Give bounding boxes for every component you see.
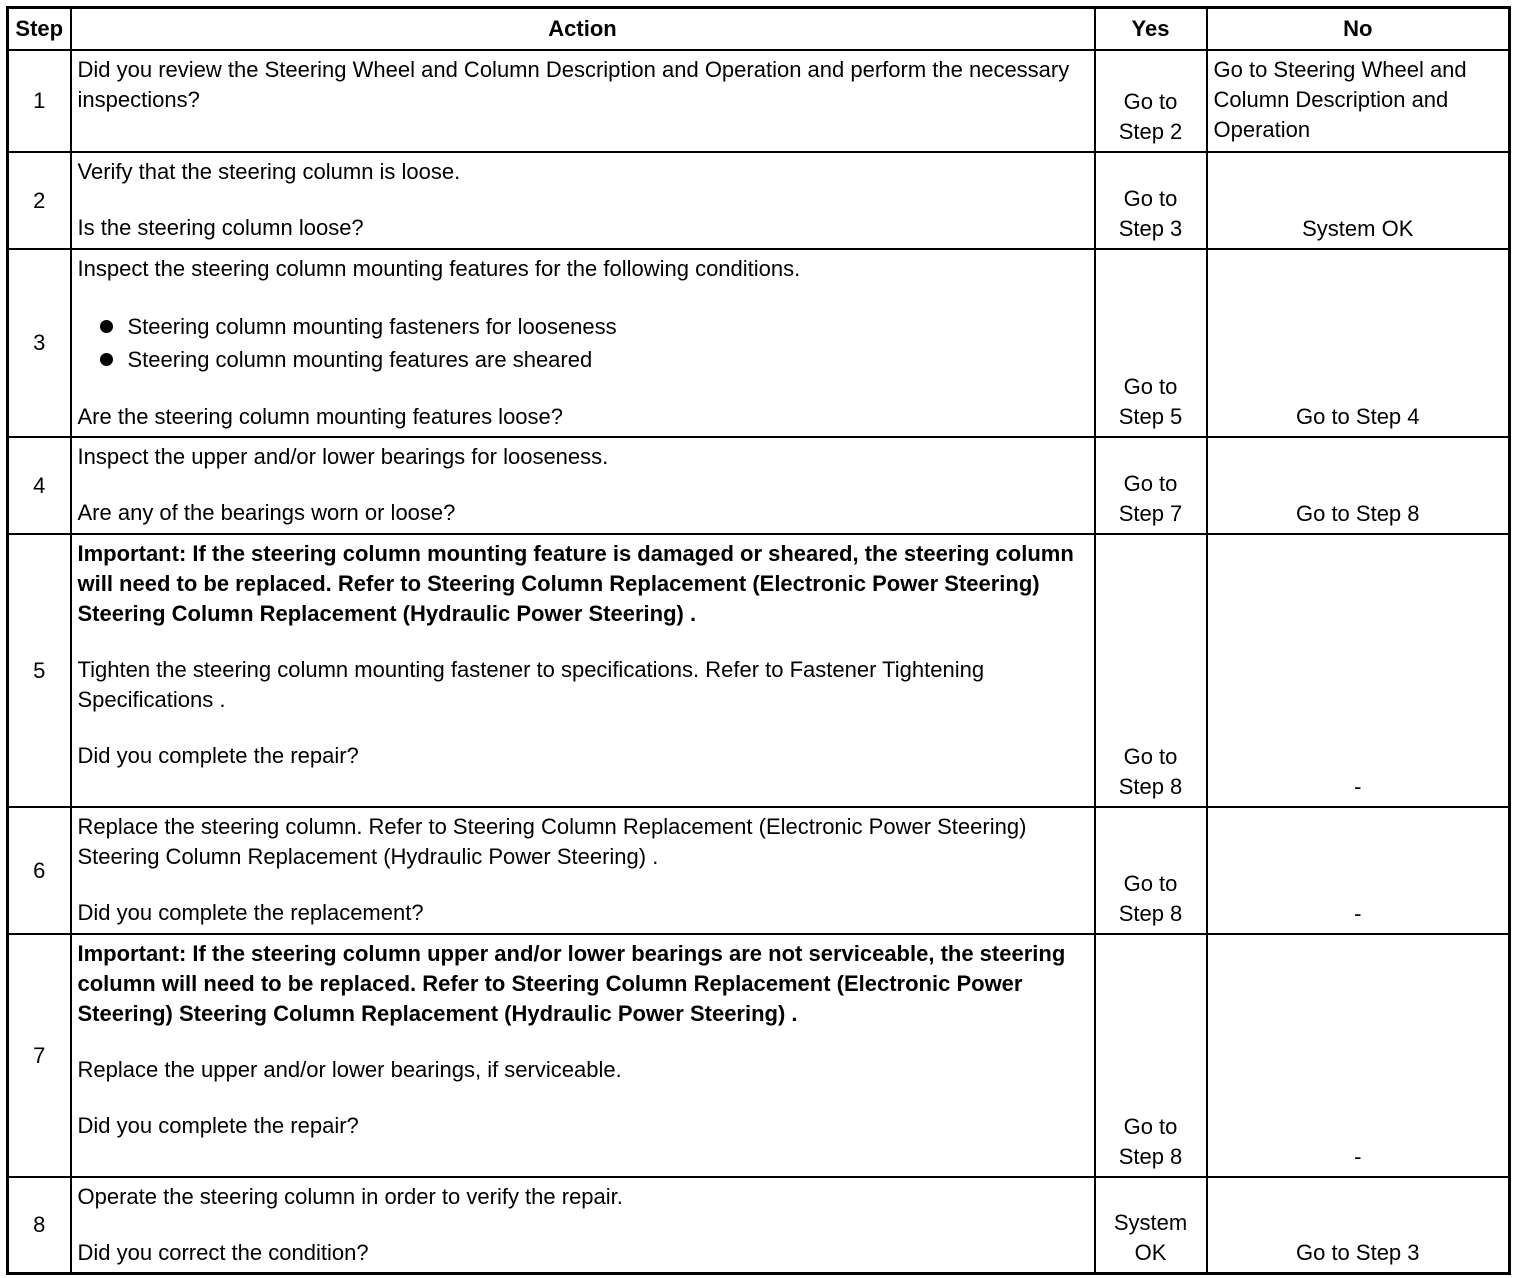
action-text: Operate the steering column in order to verify the repair. [77, 1184, 623, 1209]
no-cell: System OK [1207, 152, 1510, 249]
action-cell [71, 1177, 1095, 1274]
action-text: Inspect the upper and/or lower bearings for looseness. [77, 444, 609, 469]
header-step: Step [8, 8, 71, 51]
no-cell: - [1207, 934, 1510, 1177]
no-cell: - [1207, 534, 1510, 807]
step-number: 6 [8, 807, 71, 934]
no-cell: Go to Step 4 [1207, 249, 1510, 437]
list-item [100, 343, 1088, 376]
action-cell [71, 807, 1095, 934]
header-no: No [1207, 8, 1510, 51]
step-number: 8 [8, 1177, 71, 1274]
table-row [8, 249, 1510, 437]
list-item-text: Steering column mounting fasteners for looseness [127, 314, 617, 339]
action-text: Verify that the steering column is loose. [77, 159, 461, 184]
table-row [8, 152, 1510, 249]
step-number: 7 [8, 934, 71, 1177]
table-row [8, 807, 1510, 934]
action-cell [71, 249, 1095, 437]
action-question: Did you complete the repair? [77, 1113, 359, 1138]
action-question: Are the steering column mounting features loose? [77, 404, 564, 429]
yes-cell: Go to Step 8 [1095, 934, 1207, 1177]
no-cell: - [1207, 807, 1510, 934]
step-number: 5 [8, 534, 71, 807]
yes-cell: Go to Step 3 [1095, 152, 1207, 249]
step-number: 1 [8, 50, 71, 152]
yes-cell: Go to Step 8 [1095, 534, 1207, 807]
yes-cell: Go to Step 8 [1095, 807, 1207, 934]
yes-cell: System OK [1095, 1177, 1207, 1274]
table-row [8, 534, 1510, 807]
bullet-icon [100, 320, 113, 333]
table-row [8, 1177, 1510, 1274]
header-action: Action [71, 8, 1095, 51]
action-text: Did you review the Steering Wheel and Column Description and Operation and perform the necessary inspections? [77, 57, 1070, 112]
action-question: Did you complete the replacement? [77, 900, 424, 925]
action-text: Replace the upper and/or lower bearings, if serviceable. [77, 1057, 622, 1082]
action-cell [71, 934, 1095, 1177]
no-cell: Go to Step 8 [1207, 437, 1510, 534]
bullet-icon [100, 353, 113, 366]
yes-cell: Go to Step 5 [1095, 249, 1207, 437]
step-number: 3 [8, 249, 71, 437]
step-number: 4 [8, 437, 71, 534]
header-row [8, 8, 1510, 51]
important-note: Important: If the steering column mounting feature is damaged or sheared, the steering column will need to be replaced. Refer to Steering Column Replacement (Electronic Power Steering) Steering Column Replacement (Hydraulic Power Steering) . [77, 541, 1074, 626]
action-cell [71, 534, 1095, 807]
yes-cell: Go to Step 2 [1095, 50, 1207, 152]
diagnostic-page [6, 6, 1508, 1272]
action-question: Did you correct the condition? [77, 1240, 369, 1265]
table-row [8, 934, 1510, 1177]
list-item [100, 310, 1088, 343]
list-item-text: Steering column mounting features are sheared [127, 347, 593, 372]
step-number: 2 [8, 152, 71, 249]
action-text: Replace the steering column. Refer to Steering Column Replacement (Electronic Power Steering) Steering Column Replacement (Hydraulic Power Steering) . [77, 814, 1027, 869]
action-text: Inspect the steering column mounting features for the following conditions. [77, 256, 801, 281]
condition-list [78, 310, 1088, 376]
action-question: Did you complete the repair? [77, 743, 359, 768]
table-row [8, 437, 1510, 534]
diagnostic-table [6, 6, 1511, 1275]
header-yes: Yes [1095, 8, 1207, 51]
no-cell: Go to Step 3 [1207, 1177, 1510, 1274]
action-question: Are any of the bearings worn or loose? [77, 500, 456, 525]
action-cell [71, 152, 1095, 249]
yes-cell: Go to Step 7 [1095, 437, 1207, 534]
action-cell [71, 50, 1095, 152]
action-question: Is the steering column loose? [77, 215, 364, 240]
table-row [8, 50, 1510, 152]
action-text: Tighten the steering column mounting fastener to specifications. Refer to Fastener Tightening Specifications . [77, 657, 985, 712]
action-cell [71, 437, 1095, 534]
no-cell: Go to Steering Wheel and Column Description and Operation [1207, 50, 1510, 152]
important-note: Important: If the steering column upper and/or lower bearings are not serviceable, the steering column will need to be replaced. Refer to Steering Column Replacement (Electronic Power Steering) Steering Column Replacement (Hydraulic Power Steering) . [77, 941, 1066, 1026]
